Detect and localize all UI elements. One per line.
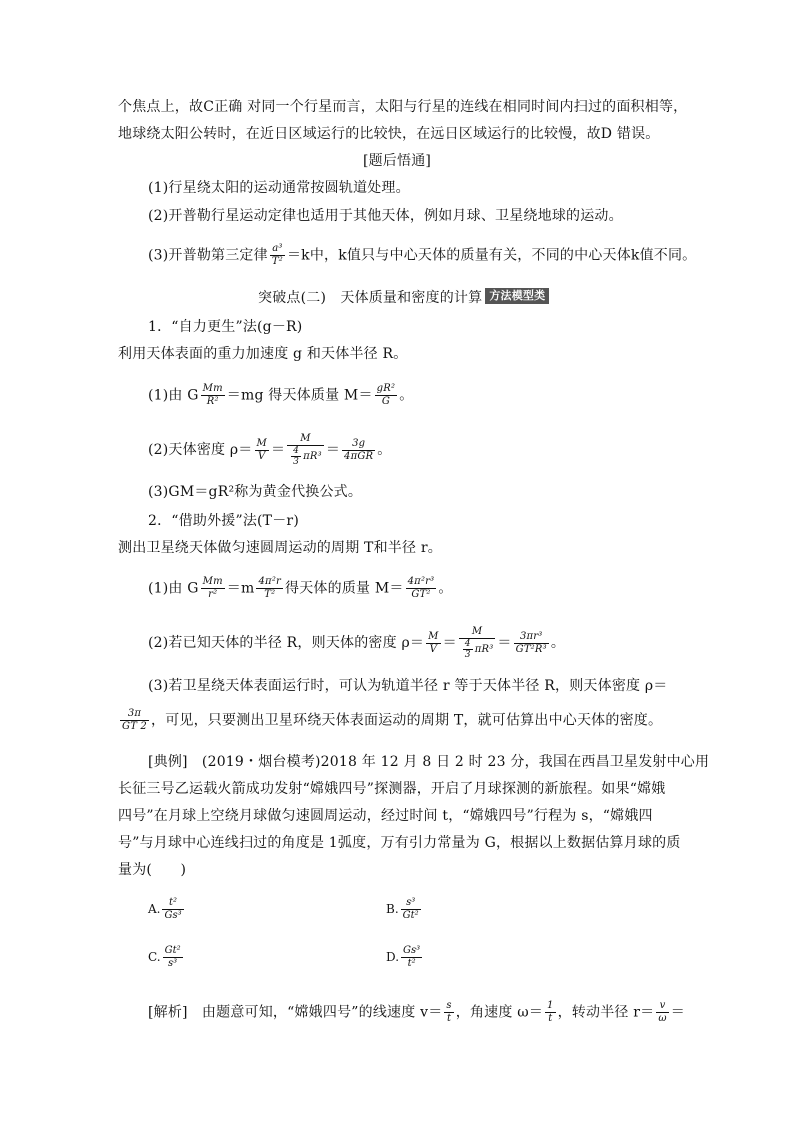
option-b-label: B.: [386, 902, 399, 916]
option-b-frac: [401, 897, 421, 922]
m2f2-frac-3: [514, 631, 549, 656]
radius-num: v: [656, 1000, 668, 1013]
velocity-frac: [444, 1000, 453, 1025]
review-item-2: (2)开普勒行星运动定律也适用于其他天体，例如月球、卫星绕地球的运动。: [148, 208, 623, 224]
intro-line-1: 个焦点上，故C正确 对同一个行星而言，太阳与行星的连线在相同时间内扫过的面积相等，: [118, 99, 688, 115]
m1f1-mid: ＝mg 得天体质量 M＝: [226, 387, 373, 404]
m2f2-frac-1: [426, 631, 440, 656]
omega-num: 1: [547, 1000, 554, 1011]
m1f1-frac-a: [201, 383, 225, 408]
m2f1-num2: 4π²r: [258, 576, 282, 587]
m1f1-frac-b: [375, 383, 398, 408]
m2f1-num: Mm: [202, 576, 223, 587]
m2f2-n3: 3πr³: [514, 631, 549, 644]
method-badge: 方法模型类: [485, 288, 549, 304]
radius-den: ω: [658, 1013, 667, 1024]
m1f2-n3: 3g: [342, 438, 375, 451]
option-d-den: t²: [407, 958, 416, 969]
option-a-num: t²: [162, 897, 183, 910]
m2f2-d2b: 3: [464, 650, 471, 660]
m1f1-num2: gR²: [376, 383, 396, 394]
omega-frac: [545, 1000, 556, 1025]
m1f2-frac-1: [255, 438, 269, 463]
review-item-3-post: ＝k中，k值只与中心天体的质量有关，不同的中心天体k值不同。: [286, 247, 697, 264]
method2-formula-3-line2: [118, 708, 662, 733]
option-c-label: C.: [148, 950, 161, 964]
m2f2-pre: (2)若已知天体的半径 R，则天体的密度 ρ＝: [148, 635, 425, 651]
option-b-den: Gt²: [402, 910, 419, 921]
example-line-2: 长征三号乙运载火箭成功发射“嫦娥四号”探测器，开启了月球探测的新旅程。如果“嫦娥: [118, 781, 666, 797]
m1f1-pre: (1)由 G: [148, 387, 199, 404]
m2f1-frac-b: [256, 576, 283, 601]
m2f2-n1: M: [428, 630, 439, 642]
section-title: [258, 288, 549, 308]
method1-formula-3: (3)GM＝gR²称为黄金代换公式。: [148, 484, 363, 500]
method1-heading: 1．“自力更生”法(g－R): [148, 319, 303, 335]
m1f2-d2a: 4: [293, 446, 300, 456]
option-b[interactable]: [386, 897, 423, 922]
m2f2-d1: V: [429, 643, 438, 655]
option-a-label: A.: [148, 902, 161, 916]
m2f1-num3: 4π²r³: [407, 576, 435, 587]
density-fraction: [120, 708, 149, 733]
example-line-1: [典例] (2019・烟台模考)2018 年 12 月 8 日 2 时 23 分，我国在西昌卫星发射中心用: [148, 754, 710, 770]
m1f2-pre: (2)天体密度 ρ＝: [148, 442, 253, 458]
m2f2-frac-2: [459, 626, 496, 660]
option-c-num: Gt²: [164, 945, 181, 956]
analysis-line: [148, 1000, 685, 1025]
m2f1-end: 。: [438, 580, 453, 597]
density-den: GT 2: [122, 721, 147, 732]
m1f2-n1: M: [256, 437, 267, 449]
m1f2-d2c: πR³: [303, 451, 322, 462]
method1-formula-1: [148, 383, 413, 408]
method2-formula-2: (2)若已知天体的半径 R，则天体的密度 ρ＝ $\frac{M}{V}$ ＝ M $\frac{4}{3}$ πR³ ＝ $\frac{\text{3πr³}}{\text{GT²R³}}$ 。: [148, 626, 566, 660]
radius-frac: [656, 1000, 668, 1025]
method1-formula-2: (2)天体密度 ρ＝ $\frac{M}{V}$ ＝ M $\frac{4}{3}$ πR³ ＝ $\frac{3g}{\text{4πGR}}$ 。: [148, 433, 392, 467]
example-line-4: 号”与月球中心连线扫过的角度是 1弧度，万有引力常量为 G，根据以上数据估算月球的质: [118, 835, 681, 851]
m2f1-frac-a: [201, 576, 225, 601]
m2f1-pre: (1)由 G: [148, 580, 199, 597]
m2f1-mid2: 得天体的质量 M＝: [285, 580, 404, 597]
m1f1-end: 。: [399, 387, 414, 404]
m2f1-den3: GT²: [411, 589, 431, 600]
m1f2-d2: [287, 446, 324, 467]
m2f2-d2a: 4: [464, 639, 471, 649]
m2f2-n2: M: [459, 626, 496, 639]
m1f2-d2b: 3: [293, 457, 300, 467]
kepler-fraction: [270, 243, 285, 268]
analysis-end: ＝: [670, 1004, 685, 1021]
example-line-5: 量为( ): [118, 862, 187, 878]
m2f1-frac-c: [406, 576, 437, 601]
option-a[interactable]: [148, 897, 186, 922]
m2f1-den: r²: [208, 589, 218, 600]
m2f2-d2-inner: [463, 639, 473, 660]
option-b-num: s³: [401, 897, 421, 910]
m1f1-den2: G: [381, 396, 391, 407]
velocity-num: s: [446, 1000, 452, 1011]
method2-formula-3-line1: (3)若卫星绕天体表面运行时，可认为轨道半径 r 等于天体半径 R，则天体密度 ρ＝: [148, 678, 668, 694]
m2f3-line2-text: ，可见，只要测出卫星环绕天体表面运动的周期 T，就可估算出中心天体的密度。: [151, 712, 663, 729]
density-num: 3π: [120, 708, 149, 721]
m1f2-n2: M: [287, 433, 324, 446]
option-a-frac: [162, 897, 183, 922]
review-heading: [题后悟通]: [362, 153, 432, 169]
option-c-den: s³: [168, 958, 178, 969]
m1f2-frac-2: [287, 433, 324, 467]
analysis-mid: ，角速度 ω＝: [455, 1004, 544, 1021]
option-d-num: Gs³: [403, 945, 421, 956]
method2-desc: 测出卫星绕天体做匀速圆周运动的周期 T和半径 r。: [118, 540, 442, 556]
m1f2-d2-inner: [291, 446, 301, 467]
method2-formula-1: [148, 576, 453, 601]
m2f2-d3: GT²R³: [515, 643, 547, 655]
m2f2-end: 。: [550, 635, 566, 651]
option-a-den: Gs³: [164, 910, 182, 921]
method2-heading: 2．“借助外援”法(T－r): [148, 513, 299, 529]
m1f1-den: R²: [206, 396, 219, 407]
m2f1-den2: T²: [264, 589, 276, 600]
option-d-frac: [401, 945, 422, 970]
m1f2-frac-3: [342, 438, 375, 463]
m2f2-d2: [459, 639, 496, 660]
review-item-3-pre: (3)开普勒第三定律: [148, 247, 268, 264]
m1f1-num: Mm: [202, 383, 223, 394]
analysis-mid2: ，转动半径 r＝: [557, 1004, 655, 1021]
review-item-3: [148, 243, 696, 268]
omega-den: t: [548, 1013, 553, 1024]
option-c-frac: [163, 945, 183, 970]
option-d-label: D.: [386, 950, 400, 964]
intro-line-2: 地球绕太阳公转时，在近日区域运行的比较快，在远日区域运行的比较慢，故D 错误。: [118, 126, 660, 142]
m2f2-d2c: πR³: [474, 644, 494, 655]
m2f1-mid: ＝m: [226, 580, 255, 597]
analysis-pre: [解析] 由题意可知，“嫦娥四号”的线速度 v＝: [148, 1004, 443, 1021]
kepler-denominator: T²: [271, 256, 283, 267]
option-d[interactable]: [386, 945, 424, 970]
velocity-den: t: [446, 1013, 452, 1024]
option-c[interactable]: [148, 945, 185, 970]
m1f2-d1: V: [258, 450, 266, 462]
example-line-3: 四号”在月球上空绕月球做匀速圆周运动，经过时间 t，“嫦娥四号”行程为 s，“嫦娥四: [118, 808, 653, 824]
kepler-numerator: a³: [270, 243, 285, 256]
section-title-text: 突破点(二) 天体质量和密度的计算: [258, 290, 483, 306]
method1-desc: 利用天体表面的重力加速度 g 和天体半径 R。: [118, 346, 408, 362]
m1f2-d3: 4πGR: [344, 450, 374, 462]
m1f2-end: 。: [377, 442, 392, 458]
review-item-1: (1)行星绕太阳的运动通常按圆轨道处理。: [148, 180, 410, 196]
